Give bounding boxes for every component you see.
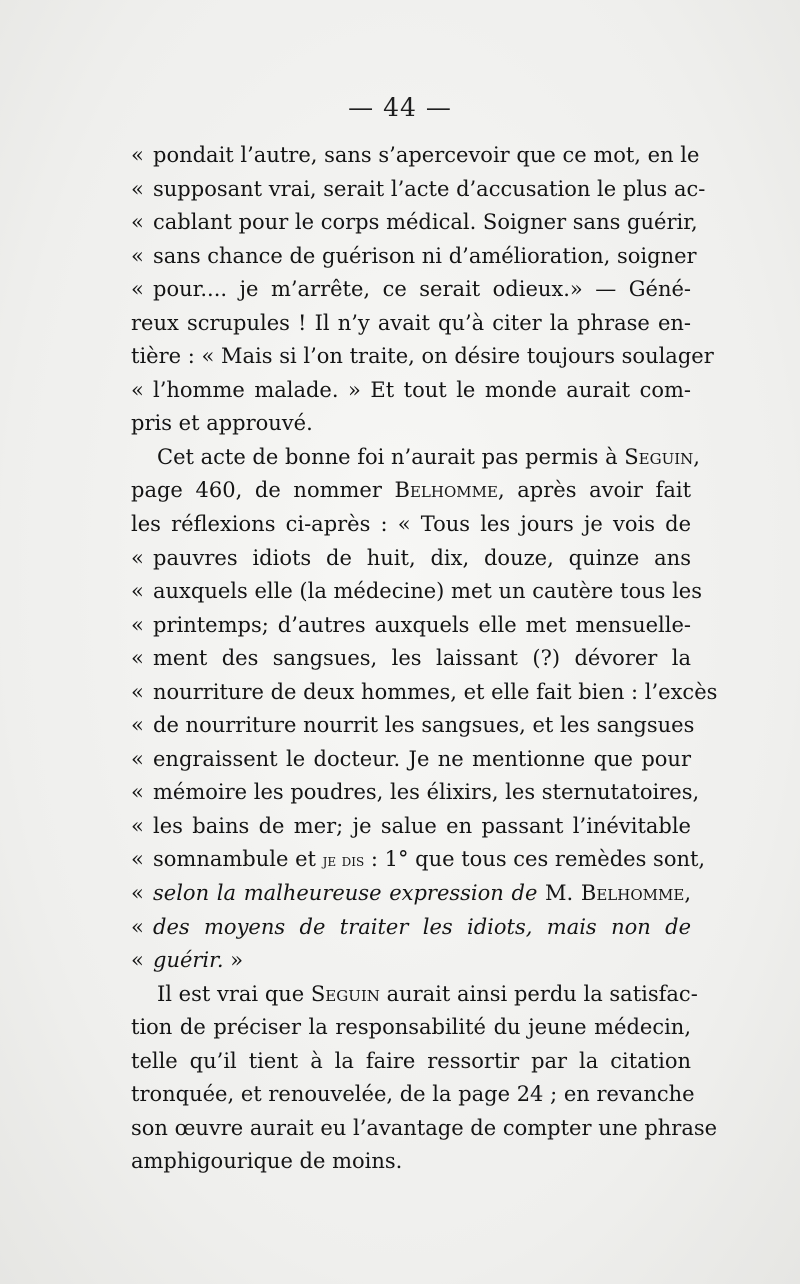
paragraph-start-line — [131, 978, 698, 1012]
line-text: printemps; d’autres auxquels elle met mensuelle- — [153, 612, 691, 637]
text-line — [131, 609, 691, 643]
text-line — [131, 810, 691, 844]
quote-mark: « — [131, 545, 144, 570]
text-line — [131, 776, 700, 810]
text-line — [131, 1112, 718, 1146]
line-text: pauvres idiots de huit, dix, douze, quinze ans — [153, 545, 691, 570]
text-line — [131, 1045, 691, 1079]
text-line — [131, 1011, 691, 1045]
text-line — [131, 240, 697, 274]
text-line — [131, 743, 691, 777]
quote-mark: « — [131, 813, 144, 838]
line-text: aurait ainsi perdu la satisfac- — [379, 981, 698, 1006]
quote-mark: « — [131, 377, 144, 402]
quote-mark: « — [131, 612, 144, 637]
author-name: Belhomme — [580, 881, 685, 906]
quote-mark: « — [131, 780, 144, 805]
line-text: , — [693, 444, 700, 469]
italic-text: des moyens de traiter les idiots, mais non de — [153, 914, 691, 939]
quote-mark: « — [131, 881, 144, 906]
quote-mark: « — [131, 948, 144, 973]
page-number: — 44 — — [348, 93, 452, 122]
author-name: Belhomme — [394, 478, 498, 503]
author-name: Seguin — [624, 444, 694, 469]
text-line — [131, 307, 691, 341]
quote-mark: « — [131, 579, 144, 604]
text-line — [131, 709, 695, 743]
quote-mark: « — [131, 277, 144, 302]
text-line — [131, 676, 718, 710]
line-text: pour.... je m’arrête, ce serait odieux.» — Géné- — [153, 277, 691, 302]
line-text: : 1° que tous ces remèdes sont, — [364, 847, 706, 872]
quote-mark: « — [131, 847, 144, 872]
line-text: telle qu’il tient à la faire ressortir par la citation — [131, 1048, 691, 1073]
line-text: page 460, de nommer — [131, 478, 395, 503]
line-text: , — [684, 881, 691, 906]
text-line — [131, 206, 698, 240]
text-line — [131, 474, 691, 508]
author-name: Seguin — [310, 981, 380, 1006]
text-line — [131, 575, 703, 609]
line-text: » — [223, 948, 244, 973]
italic-text: selon la malheureuse expression de — [153, 881, 538, 906]
line-text: les bains de mer; je salue en passant l’inévitable — [153, 813, 691, 838]
line-text: supposant vrai, serait l’acte d’accusation le plus ac- — [153, 176, 706, 201]
quote-mark: « — [131, 914, 144, 939]
small-caps-text: je dis — [322, 851, 365, 872]
quote-mark: « — [131, 143, 144, 167]
body-text — [131, 139, 718, 1179]
text-line — [131, 911, 691, 945]
line-text: amphigourique de moins. — [131, 1149, 403, 1174]
line-text: reux scrupules ! Il n’y avait qu’à citer la phrase en- — [131, 310, 691, 335]
italic-text: guérir. — [153, 948, 224, 973]
line-text: son œuvre aurait eu l’avantage de compter une phrase — [131, 1115, 718, 1140]
line-text: mémoire les poudres, les élixirs, les sternutatoires, — [153, 780, 700, 805]
quote-mark: « — [131, 646, 144, 671]
line-text: cablant pour le corps médical. Soigner sans guérir, — [153, 210, 698, 235]
line-text: tière : « Mais si l’on traite, on désire toujours soulager — [131, 344, 714, 369]
line-text: les réflexions ci-après : « Tous les jours je vois de — [131, 512, 691, 537]
line-text: Cet acte de bonne foi n’aurait pas permis à — [157, 444, 625, 469]
text-line — [131, 407, 691, 441]
text-line — [131, 1145, 691, 1179]
quote-mark: « — [131, 176, 144, 201]
line-text: M. — [537, 881, 581, 906]
line-text: pris et approuvé. — [131, 411, 313, 436]
text-line — [131, 340, 714, 374]
paragraph-start-line — [131, 441, 700, 475]
quote-mark: « — [131, 746, 144, 771]
quote-mark: « — [131, 713, 144, 738]
line-text: sans chance de guérison ni d’amélioration, soigner — [153, 243, 697, 268]
line-text: engraissent le docteur. Je ne mentionne que pour — [153, 746, 691, 771]
text-line — [131, 139, 700, 173]
line-text: tion de préciser la responsabilité du jeune médecin, — [131, 1015, 691, 1040]
quote-mark: « — [131, 679, 144, 704]
text-line — [131, 173, 706, 207]
line-text: ment des sangsues, les laissant (?) dévorer la — [153, 646, 691, 671]
quote-mark: « — [131, 243, 144, 268]
text-line — [131, 374, 691, 408]
line-text: auxquels elle (la médecine) met un cautère tous les — [153, 579, 703, 604]
line-text: pondait l’autre, sans s’apercevoir que ce mot, en le — [153, 143, 700, 167]
line-text: tronquée, et renouvelée, de la page 24 ; en revanche — [131, 1082, 695, 1107]
text-line — [131, 944, 691, 978]
text-line — [131, 508, 691, 542]
text-line — [131, 877, 691, 911]
line-text: nourriture de deux hommes, et elle fait bien : l’excès — [153, 679, 718, 704]
text-line — [131, 273, 691, 307]
text-line — [131, 642, 691, 676]
text-line — [131, 843, 706, 877]
line-text: l’homme malade. » Et tout le monde aurait com- — [153, 377, 691, 402]
text-line — [131, 542, 691, 576]
line-text: de nourriture nourrit les sangsues, et les sangsues — [153, 713, 695, 738]
line-text: somnambule et — [153, 847, 323, 872]
line-text: Il est vrai que — [157, 981, 311, 1006]
quote-mark: « — [131, 210, 144, 235]
line-text: , après avoir fait — [497, 478, 692, 503]
text-line — [131, 1078, 695, 1112]
